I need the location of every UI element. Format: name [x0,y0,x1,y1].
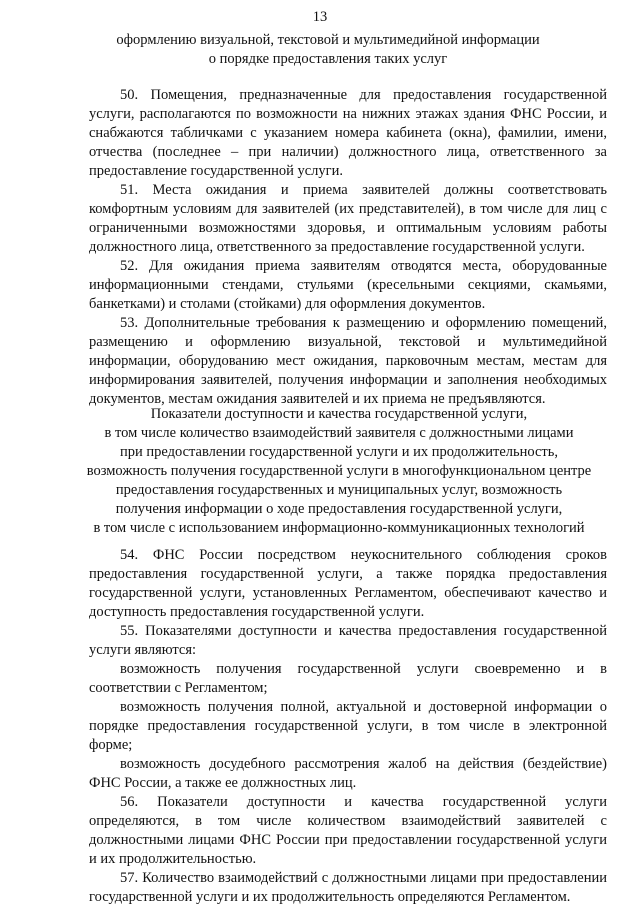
section-heading-line: при предоставлении государственной услуги и их продолжительность, [119,444,559,460]
paragraph-52: 52. Для ожидания приема заявителям отводятся места, оборудованные информационными стендами, стульями (кресельными секциями, скамьями, банкетками) и столами (стойками) для оформления документов. [89,258,607,312]
section-heading-line: получения информации о ходе предоставления государственной услуги, [115,501,563,517]
paragraph-57: 57. Количество взаимодействий с должностными лицами при предоставлении государственной услуги и их продолжительность определяются Регламентом. [89,870,607,905]
section-heading [80,405,598,538]
section-heading-line: в том числе с использованием информационно-коммуникационных технологий [93,520,585,536]
section-heading-line: предоставления государственных и муниципальных услуг, возможность [115,482,563,498]
paragraph-54: 54. ФНС России посредством неукоснительного соблюдения сроков предоставления государственной услуги, а также порядка предоставления государственной услуги, установленных Регламентом, обеспечивают качество и доступность предоставления государственной услуги. [89,547,607,620]
page-number: 13 [312,9,328,25]
paragraph-51: 51. Места ожидания и приема заявителей должны соответствовать комфортным условиям для заявителей (их представителей), в том числе для лиц с ограниченными возможностями здоровья, и оптимальным условиям работы должностного лица, ответственного за предоставление государственной услуги. [89,182,607,255]
paragraph-group-premises [89,86,607,409]
continued-heading [80,31,576,69]
paragraph-55-item-3: возможность досудебного рассмотрения жалоб на действия (бездействие) ФНС России, а также ее должностных лиц. [89,756,607,791]
paragraph-56: 56. Показатели доступности и качества государственной услуги определяются, в том числе количеством взаимодействий заявителей с должностными лицами ФНС России при предоставлении государственной услуги и их продолжительностью. [89,794,607,867]
continued-heading-line: о порядке предоставления таких услуг [208,51,448,67]
paragraph-group-indicators [89,546,607,907]
paragraph-55-item-2: возможность получения полной, актуальной и достоверной информации о порядке предоставления государственной услуги, в том числе в электронной форме; [89,699,607,753]
paragraph-55: 55. Показателями доступности и качества предоставления государственной услуги являются: [89,623,607,658]
section-heading-line: Показатели доступности и качества государственной услуги, [150,406,528,422]
paragraph-50: 50. Помещения, предназначенные для предоставления государственной услуги, располагаются по возможности на нижних этажах здания ФНС России, и снабжаются табличками с указанием номера кабинета (окна), фамилии, имени, отчества (последнее – при наличии) должностного лица, ответственного за предоставление государственной услуги. [89,87,607,179]
section-heading-line: в том числе количество взаимодействий заявителя с должностными лицами [104,425,574,441]
paragraph-53: 53. Дополнительные требования к размещению и оформлению помещений, размещению и оформлению визуальной, текстовой и мультимедийной информации, оборудованию мест ожидания, парковочным местам, местам для информирования заявителей, получения информации и заполнения необходимых документов, местам ожидания заявителей и их приема не предъявляются. [89,315,607,407]
continued-heading-line: оформлению визуальной, текстовой и мультимедийной информации [116,32,540,48]
section-heading-line: возможность получения государственной услуги в многофункциональном центре [86,463,592,479]
paragraph-55-item-1: возможность получения государственной услуги своевременно и в соответствии с Регламентом; [89,661,607,696]
